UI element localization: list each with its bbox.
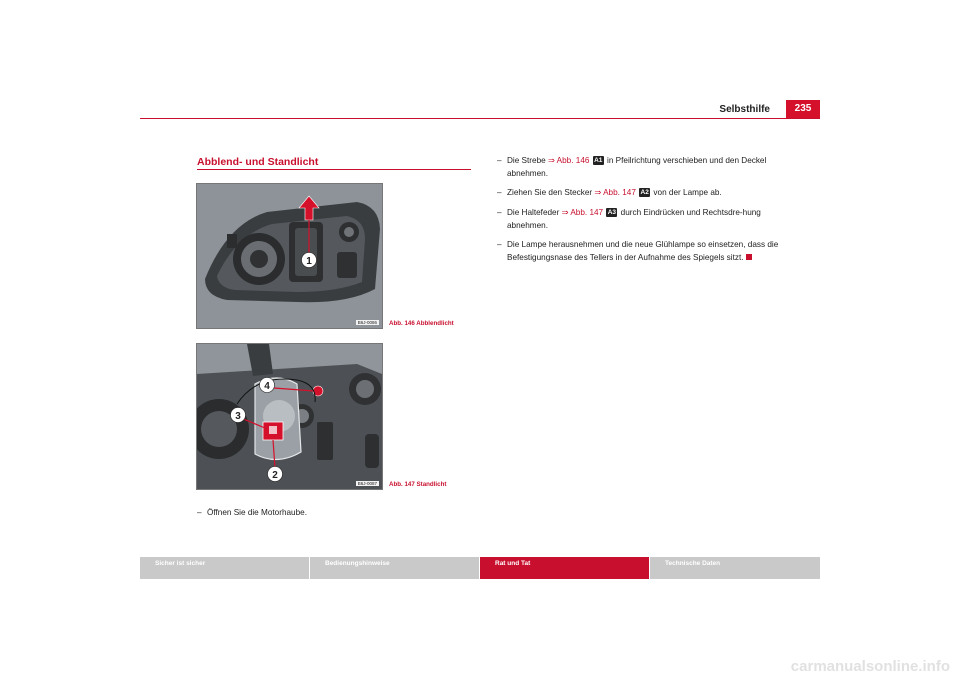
figure-ref-link[interactable]: Abb. 146 [556, 156, 590, 165]
header-rule [140, 118, 820, 119]
section-title: Abblend- und Standlicht [197, 156, 319, 168]
figure-147-caption: Abb. 147 Standlicht [389, 481, 447, 488]
footer-nav [140, 557, 820, 579]
figure-146-low-beam-image [196, 183, 383, 329]
figure-147-marker-4: 4 [264, 381, 270, 392]
step-text: von der Lampe ab. [651, 188, 722, 197]
step-text: durch Eindrücken und Rechtsdre-hung abnehmen. [507, 208, 761, 230]
step-dash: – [497, 208, 502, 217]
figure-ref-link[interactable]: Abb. 147 [603, 188, 636, 197]
instruction-step-remove-spring [497, 206, 787, 232]
running-header-title: Selbsthilfe [719, 104, 770, 115]
figure-ref-arrow: ⇒ [594, 188, 602, 197]
figure-146-caption: Abb. 146 Abblendlicht [389, 320, 454, 327]
figure-146-marker-1: 1 [306, 256, 312, 267]
step-text: in Pfeilrichtung verschieben und den Deckel abnehmen. [507, 156, 767, 178]
callout-badge: A1 [594, 157, 603, 164]
step-text: Ziehen Sie den Stecker [507, 188, 595, 197]
instruction-step-pull-connector [497, 186, 787, 199]
step-text: Die Haltefeder [507, 208, 562, 217]
step-text: Öffnen Sie die Motorhaube. [207, 508, 307, 517]
tab-bedienungshinweise[interactable]: Bedienungshinweise [310, 557, 479, 579]
step-text: Die Strebe [507, 156, 548, 165]
tab-rat-und-tat[interactable]: Rat und Tat [480, 557, 649, 579]
instruction-step-open-hood [197, 506, 457, 519]
figure-146-code: B6J-0086 [357, 320, 377, 325]
page-number-badge: 235 [786, 100, 820, 118]
headlight-rear-illustration-1 [197, 184, 382, 328]
tab-sicher-ist-sicher[interactable]: Sicher ist sicher [140, 557, 309, 579]
watermark-text: carmanualsonline.info [790, 658, 950, 675]
figure-147-parking-light-image [196, 343, 383, 490]
step-dash: – [497, 240, 502, 249]
figure-147-marker-2: 2 [272, 470, 278, 481]
step-text: Die Lampe herausnehmen und die neue Glühlampe so einsetzen, dass die Befestigungsnase des Tellers in der Aufnahme des Spiegels sitzt. [507, 240, 779, 262]
step-dash: – [497, 188, 502, 197]
figure-ref-arrow: ⇒ [547, 156, 555, 165]
tab-technische-daten[interactable]: Technische Daten [650, 557, 820, 579]
instruction-step-replace-bulb [497, 238, 787, 264]
section-end-mark [746, 254, 752, 260]
figure-ref-link[interactable]: Abb. 147 [570, 208, 604, 217]
step-dash: – [497, 156, 502, 165]
section-rule [197, 169, 471, 170]
headlight-rear-illustration-2 [197, 344, 382, 489]
callout-badge: A2 [640, 189, 649, 196]
instruction-step-remove-cover [497, 154, 787, 180]
figure-ref-arrow: ⇒ [561, 208, 569, 217]
callout-badge: A3 [607, 209, 617, 216]
step-dash: – [197, 508, 202, 517]
figure-147-marker-3: 3 [235, 411, 241, 422]
figure-147-code: B6J-0087 [357, 481, 377, 486]
